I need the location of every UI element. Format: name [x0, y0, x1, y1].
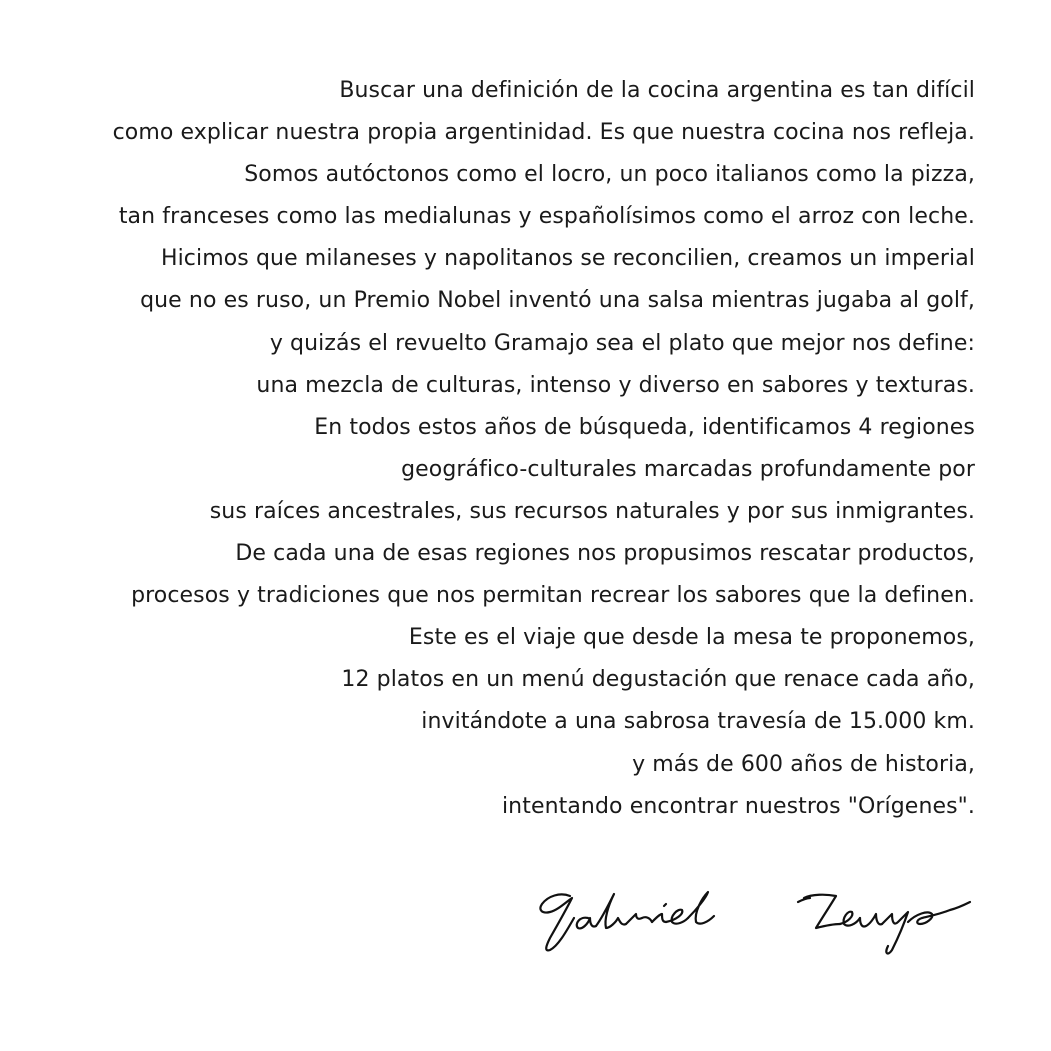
- letter-line: geográfico-culturales marcadas profundamente por: [401, 456, 975, 482]
- letter-line: Este es el viaje que desde la mesa te proponemos,: [408, 625, 975, 651]
- signature-stroke-z: [804, 895, 840, 928]
- letter-line: sus raíces ancestrales, sus recursos naturales y por sus inmigrantes.: [209, 498, 975, 524]
- letter-line: invitándote a una sabrosa travesía de 15.000 km.: [421, 709, 975, 735]
- signature-stroke-b: [596, 894, 626, 928]
- letter-line: Somos autóctonos como el locro, un poco italianos como la pizza,: [244, 162, 975, 188]
- letter-line: una mezcla de culturas, intenso y diverso en sabores y texturas.: [256, 372, 975, 398]
- signature-stroke-l: [688, 892, 714, 924]
- signature-stroke-r: [626, 914, 652, 924]
- letter-body: [15, 70, 975, 828]
- letter-line: intentando encontrar nuestros "Orígenes".: [501, 793, 975, 819]
- letter-line: De cada una de esas regiones nos propusimos rescatar productos,: [235, 541, 975, 567]
- letter-line: Hicimos que milaneses y napolitanos se reconcilien, creamos un imperial: [160, 246, 975, 272]
- signature-stroke-a2: [908, 902, 970, 924]
- signature-stroke-u: [860, 914, 882, 927]
- signature-stroke-e: [666, 910, 688, 924]
- signature-stroke-i: [652, 914, 666, 922]
- letter-line: procesos y tradiciones que nos permitan recrear los sabores que la definen.: [131, 583, 975, 609]
- signature-stroke-y: [882, 912, 908, 953]
- signature-image: [536, 888, 972, 960]
- letter-line: y quizás el revuelto Gramajo sea el plato que mejor nos define:: [269, 330, 975, 356]
- signature-stroke-i-dot: [664, 904, 666, 906]
- letter-line: Buscar una definición de la cocina argentina es tan difícil: [339, 78, 975, 103]
- letter-line: como explicar nuestra propia argentinidad. Es que nuestra cocina nos refleja.: [112, 120, 975, 146]
- signature-stroke-a: [577, 918, 596, 929]
- letter-line: tan franceses como las medialunas y españolísimos como el arroz con leche.: [118, 204, 975, 230]
- letter-line: que no es ruso, un Premio Nobel inventó una salsa mientras jugaba al golf,: [140, 288, 975, 314]
- signature-stroke-e2: [840, 912, 860, 926]
- signature-stroke-g: [540, 894, 574, 950]
- signature-stroke-z-top: [798, 898, 810, 902]
- letter-line: y más de 600 años de historia,: [632, 751, 975, 777]
- letter-line: En todos estos años de búsqueda, identificamos 4 regiones: [314, 414, 975, 440]
- letter-line: 12 platos en un menú degustación que renace cada año,: [341, 667, 975, 693]
